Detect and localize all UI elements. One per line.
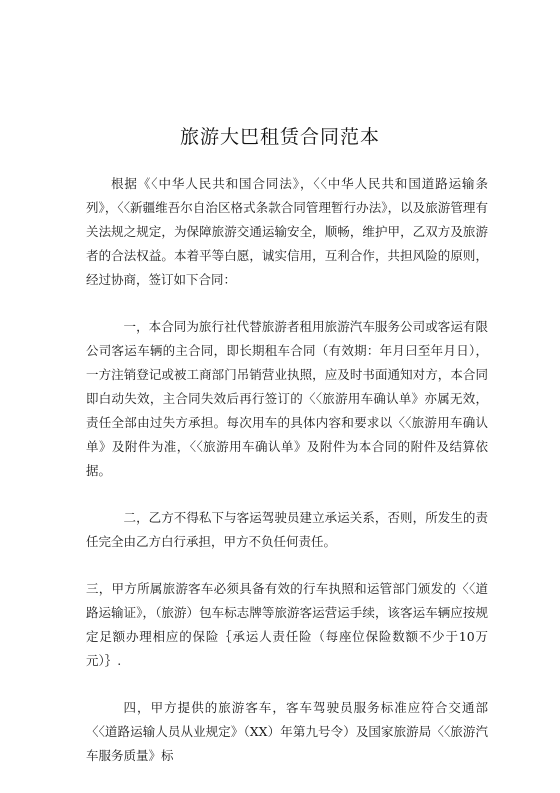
- clause-3-paragraph: 三，甲方所属旅游客车必须具备有效的行车执照和运管部门颁发的〈〈道路运输证》，（旅游）包车标志牌等旅游客运营运手续，该客运车辆应按规定足额办理相应的保险｛承运人责任险（每座位保险数额不少于10万元）｝.: [86, 581, 488, 668]
- paragraph-gap: [86, 673, 488, 696]
- clause-4-paragraph: 四，甲方提供的旅游客车，客车驾驶员服务标准应符合交通部〈〈道路运输人员从业规定》（XX）年第九号令）及国家旅游局〈〈旅游汽车服务质量》标: [86, 700, 488, 763]
- document-body: [86, 172, 488, 768]
- clause-2-paragraph: 二，乙方不得私下与客运驾驶员建立承运关系，否则，所发生的责任完全由乙方白行承担，甲方不负任何责任。: [86, 510, 488, 549]
- intro-paragraph: 根据《〈中华人民共和国合同法》，〈〈中华人民共和国道路运输条列》，〈〈新疆维吾尔自治区格式条款合同管理暂行办法》，以及旅游管理有关法规之规定，为保障旅游交通运输安全，顺畅，维护甲，乙双方及旅游者的合法权益。本着平等白愿，诚实信用，互利合作，共担风险的原则，经过协商，签订如下合同：: [86, 176, 488, 287]
- clause-1-paragraph: 一，本合同为旅行社代替旅游者租用旅游汽车服务公司或客运有限公司客运车辆的主合同，即长期租车合同（有效期：年月曰至年月日），一方注销登记或被工商部门吊销营业执照，应及时书面通知对方，本合同即白动失效，主合同失效后再行签订的〈〈旅游用车确认单》亦属无效，责任全部由过失方承担。每次用车的具体内容和要求以〈〈旅游用车确认单》及附件为准，〈〈旅游用车确认单》及附件为本合同的附件及结算依据。: [86, 319, 488, 478]
- paragraph-gap: [86, 292, 488, 315]
- document-title: 旅游大巴租赁合同范本: [179, 126, 380, 148]
- paragraph-gap: [86, 483, 488, 506]
- paragraph-gap: [86, 554, 488, 577]
